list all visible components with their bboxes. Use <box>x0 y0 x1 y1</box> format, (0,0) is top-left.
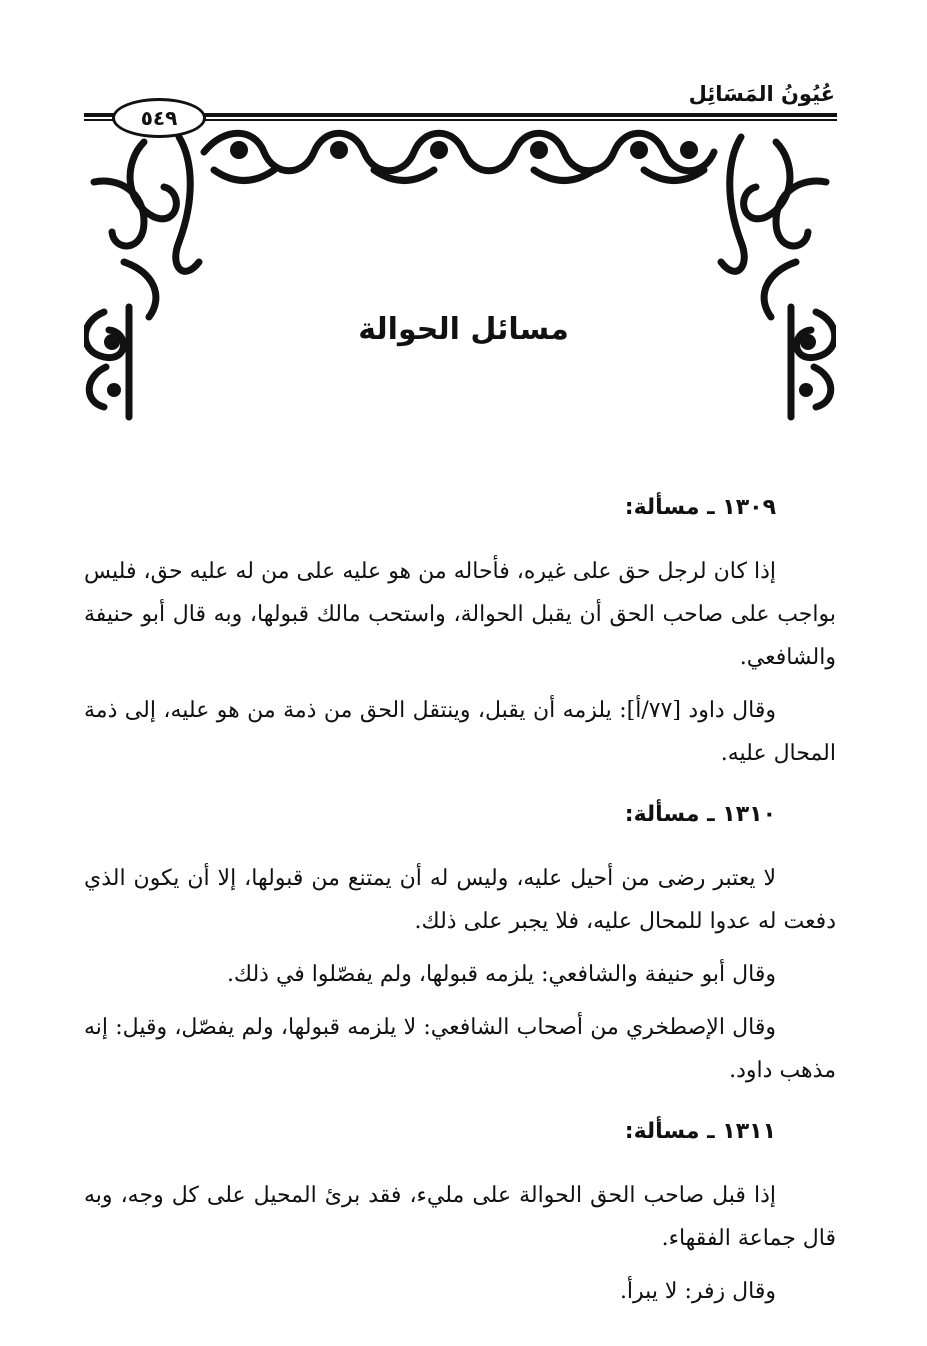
paragraph: إذا قبل صاحب الحق الحوالة على مليء، فقد برئ المحيل على كل وجه، وبه قال جماعة الفقهاء. <box>84 1183 836 1251</box>
paragraph: وقال الإصطخري من أصحاب الشافعي: لا يلزمه قبولها، ولم يفصّل، وقيل: إنه مذهب داود. <box>84 1015 836 1083</box>
section-1309 <box>84 486 836 775</box>
paragraph: وقال داود [٧٧/أ]: يلزمه أن يقبل، وينتقل الحق من ذمة من هو عليه، إلى ذمة المحال عليه. <box>84 698 836 766</box>
section-heading: ١٣١١ ـ مسألة: <box>624 1119 776 1144</box>
chapter-title: مسائل الحوالة <box>358 312 569 347</box>
page-number: ٥٤٩ <box>140 106 178 130</box>
paragraph: وقال زفر: لا يبرأ. <box>619 1279 776 1304</box>
section-1311 <box>84 1110 836 1313</box>
section-1310 <box>84 793 836 1092</box>
page-content <box>84 486 836 1323</box>
paragraph: لا يعتبر رضى من أحيل عليه، وليس له أن يمتنع من قبولها، إلا أن يكون الذي دفعت له عدوا للمحال عليه، فلا يجبر على ذلك. <box>84 866 836 934</box>
chapter-ornament-frame <box>84 122 836 422</box>
section-heading: ١٣٠٩ ـ مسألة: <box>624 495 776 520</box>
section-heading: ١٣١٠ ـ مسألة: <box>624 802 776 827</box>
running-title: عُيُونُ المَسَائِل <box>688 82 835 106</box>
paragraph: إذا كان لرجل حق على غيره، فأحاله من هو عليه على من له عليه حق، فليس بواجب على صاحب الحق أن يقبل الحوالة، واستحب مالك قبولها، وبه قال أبو حنيفة والشافعي. <box>84 559 836 670</box>
paragraph: وقال أبو حنيفة والشافعي: يلزمه قبولها، ولم يفصّلوا في ذلك. <box>226 962 776 987</box>
